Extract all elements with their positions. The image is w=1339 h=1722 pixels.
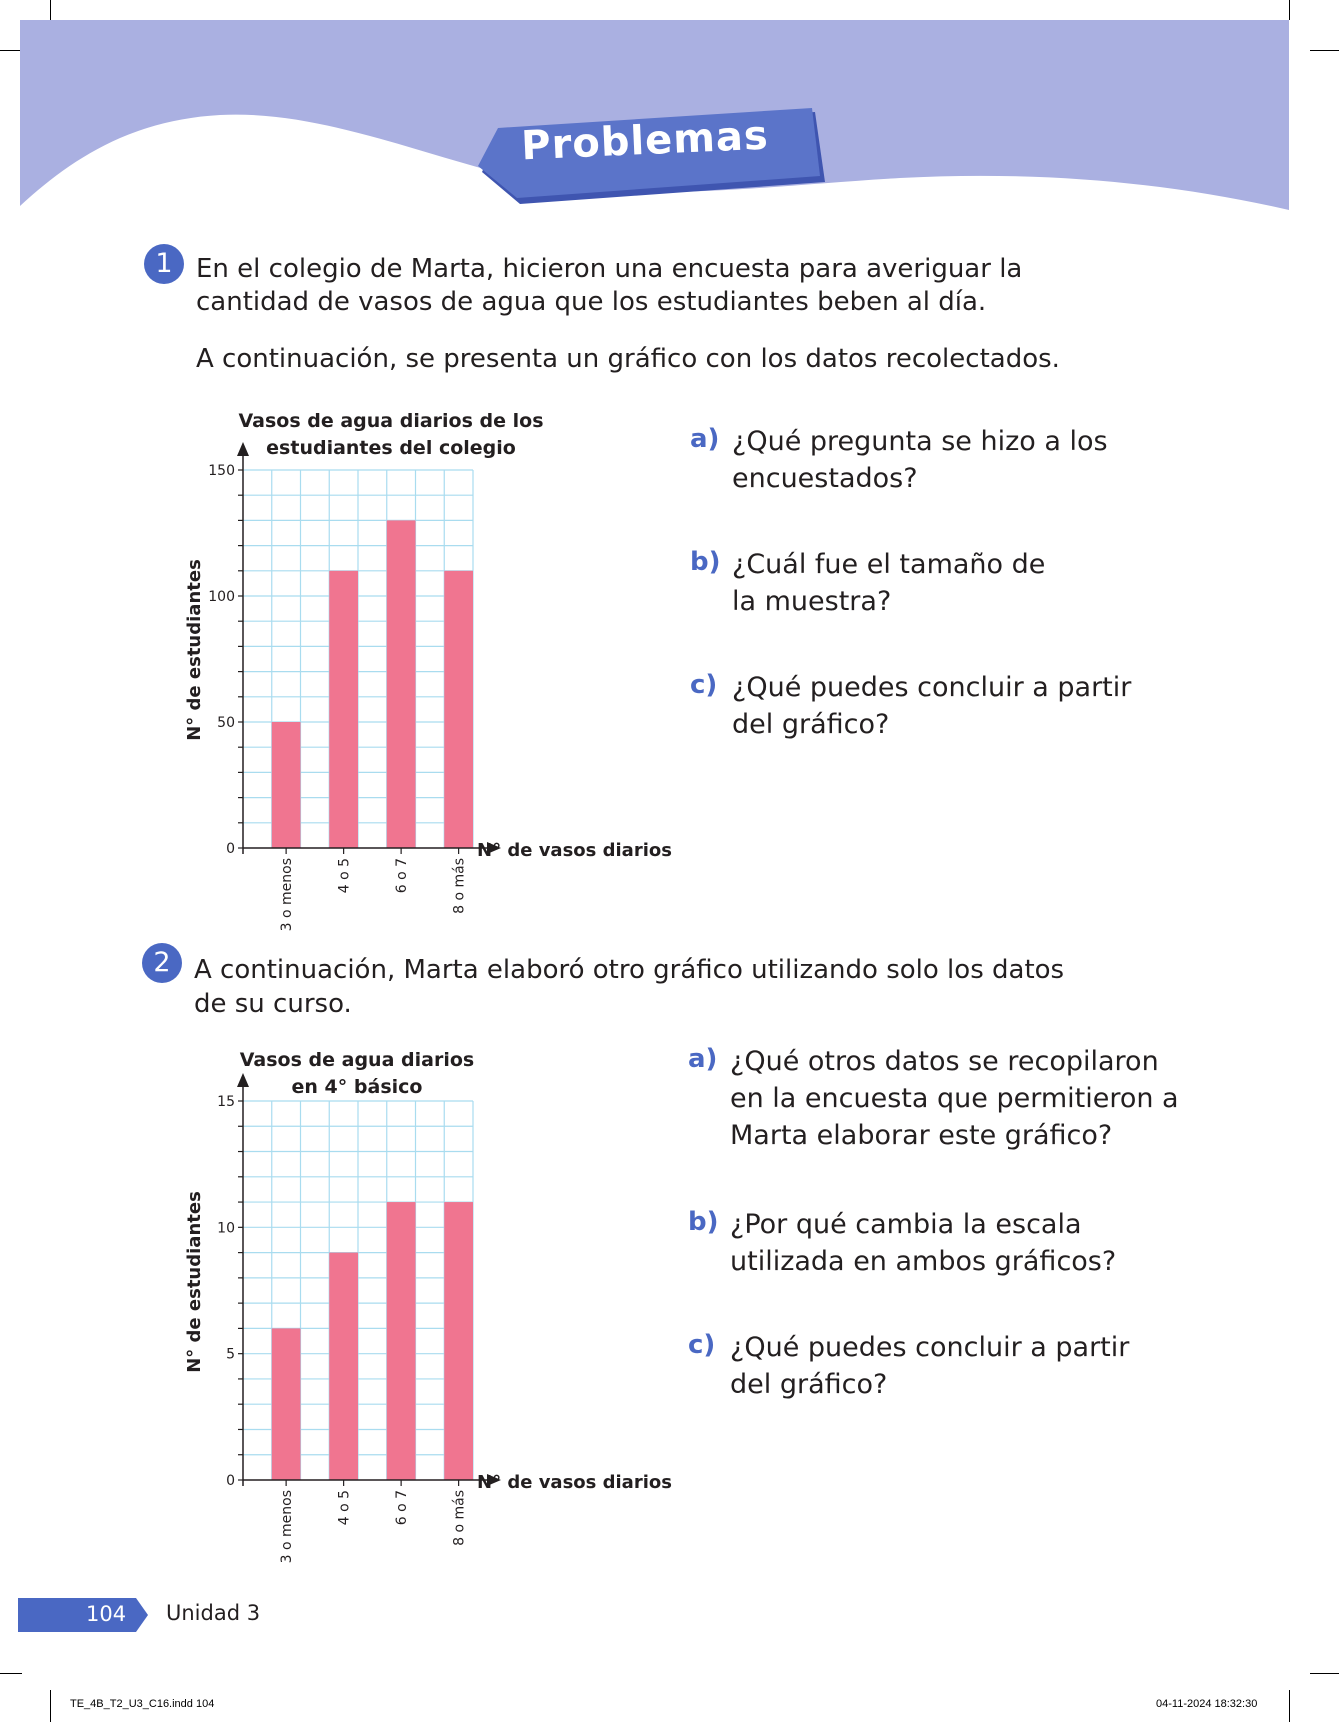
p1-question-a-line-1: ¿Qué pregunta se hizo a los [732,426,1108,457]
crop-mark [1289,1690,1290,1722]
chart-2-title-line-2: en 4° básico [291,1076,423,1098]
problem-2-line-1: A continuación, Marta elaboró otro gráfico utilizando solo los datos [194,955,1065,985]
p2-question-a-line-1: ¿Qué otros datos se recopilaron [730,1046,1159,1077]
chart-2-x-label: N° de vasos diarios [477,1472,672,1493]
p2-question-a-line-2: en la encuesta que permitieron a [730,1083,1179,1114]
chart-2-category-label: 8 o más [451,1490,468,1546]
chart-2-y-tick-label: 10 [217,1220,235,1237]
crop-mark [1310,1673,1339,1674]
problem-2-number: 2 [142,943,182,983]
chart-2-y-label: N° de estudiantes [184,1191,205,1373]
chart-1-title-line-1: Vasos de agua diarios de los [238,410,544,432]
p2-question-c-line-2: del gráfico? [730,1369,888,1400]
footer-page-tab [18,1598,148,1632]
chart-2-y-tick-label: 5 [226,1346,235,1363]
chart-2-bar [387,1202,416,1480]
chart-1-y-label: N° de estudiantes [184,559,205,741]
chart-1-y-tick-label: 0 [226,841,235,857]
page-number: 104 [86,1602,127,1626]
p1-question-c-line-2: del gráfico? [732,709,890,740]
crop-mark [0,1673,22,1674]
chart-1-y-tick-label: 100 [208,589,235,605]
chart-2-plot [217,1073,501,1563]
p2-question-b-line-2: utilizada en ambos gráficos? [730,1246,1117,1277]
p2-question-a-letter: a) [688,1044,718,1074]
chart-1-category-label: 4 o 5 [336,858,353,894]
chart-2-title-line-1: Vasos de agua diarios [239,1049,475,1071]
p2-question-c-line-1: ¿Qué puedes concluir a partir [730,1332,1130,1363]
slug-datetime: 04-11-2024 18:32:30 [1156,1698,1258,1710]
p1-question-b-line-1: ¿Cuál fue el tamaño de [732,549,1046,580]
chart-1-y-tick-label: 150 [208,463,235,479]
chart-2-category-label: 4 o 5 [336,1490,353,1526]
crop-mark [50,1690,51,1722]
chart-1-category-label: 6 o 7 [394,858,411,894]
problem-1-line-1: En el colegio de Marta, hicieron una encuesta para averiguar la [196,254,1023,284]
unit-label: Unidad 3 [166,1601,261,1625]
problem-1-line-2: cantidad de vasos de agua que los estudiantes beben al día. [196,287,987,317]
chart-2-y-tick-label: 15 [217,1094,235,1110]
p1-question-c-letter: c) [690,670,718,700]
p1-question-b-letter: b) [690,547,721,577]
chart-2-svg [0,0,700,1580]
chart-2-bar [444,1202,473,1480]
page-title: Problemas [520,112,770,170]
p1-question-c-line-1: ¿Qué puedes concluir a partir [732,672,1132,703]
chart-2-category-label: 3 o menos [279,1490,296,1564]
problem-1-number: 1 [144,244,184,284]
chart-1-category-label: 3 o menos [279,858,296,932]
chart-2-y-arrow [237,1073,249,1087]
p2-question-a-line-3: Marta elaborar este gráfico? [730,1120,1113,1151]
chart-1-category-label: 8 o más [451,858,468,914]
chart-2-bar [329,1253,358,1480]
chart-1-title-line-2: estudiantes del colegio [266,437,516,459]
problem-2-line-2: de su curso. [194,989,352,1019]
p1-question-b-line-2: la muestra? [732,586,892,617]
p2-question-b-line-1: ¿Por qué cambia la escala [730,1209,1082,1240]
p2-question-c-letter: c) [688,1330,716,1360]
chart-2-bar [272,1328,301,1480]
chart-1-y-tick-label: 50 [217,715,235,731]
p1-question-a-letter: a) [690,424,720,454]
chart-2-y-tick-label: 0 [226,1473,235,1489]
slug-file: TE_4B_T2_U3_C16.indd 104 [70,1698,215,1710]
chart-2-category-label: 6 o 7 [394,1490,411,1526]
p1-question-a-line-2: encuestados? [732,463,918,494]
chart-1-x-label: N° de vasos diarios [477,840,672,861]
p2-question-b-letter: b) [688,1207,719,1237]
problem-1-intro: A continuación, se presenta un gráfico con los datos recolectados. [196,344,1060,374]
